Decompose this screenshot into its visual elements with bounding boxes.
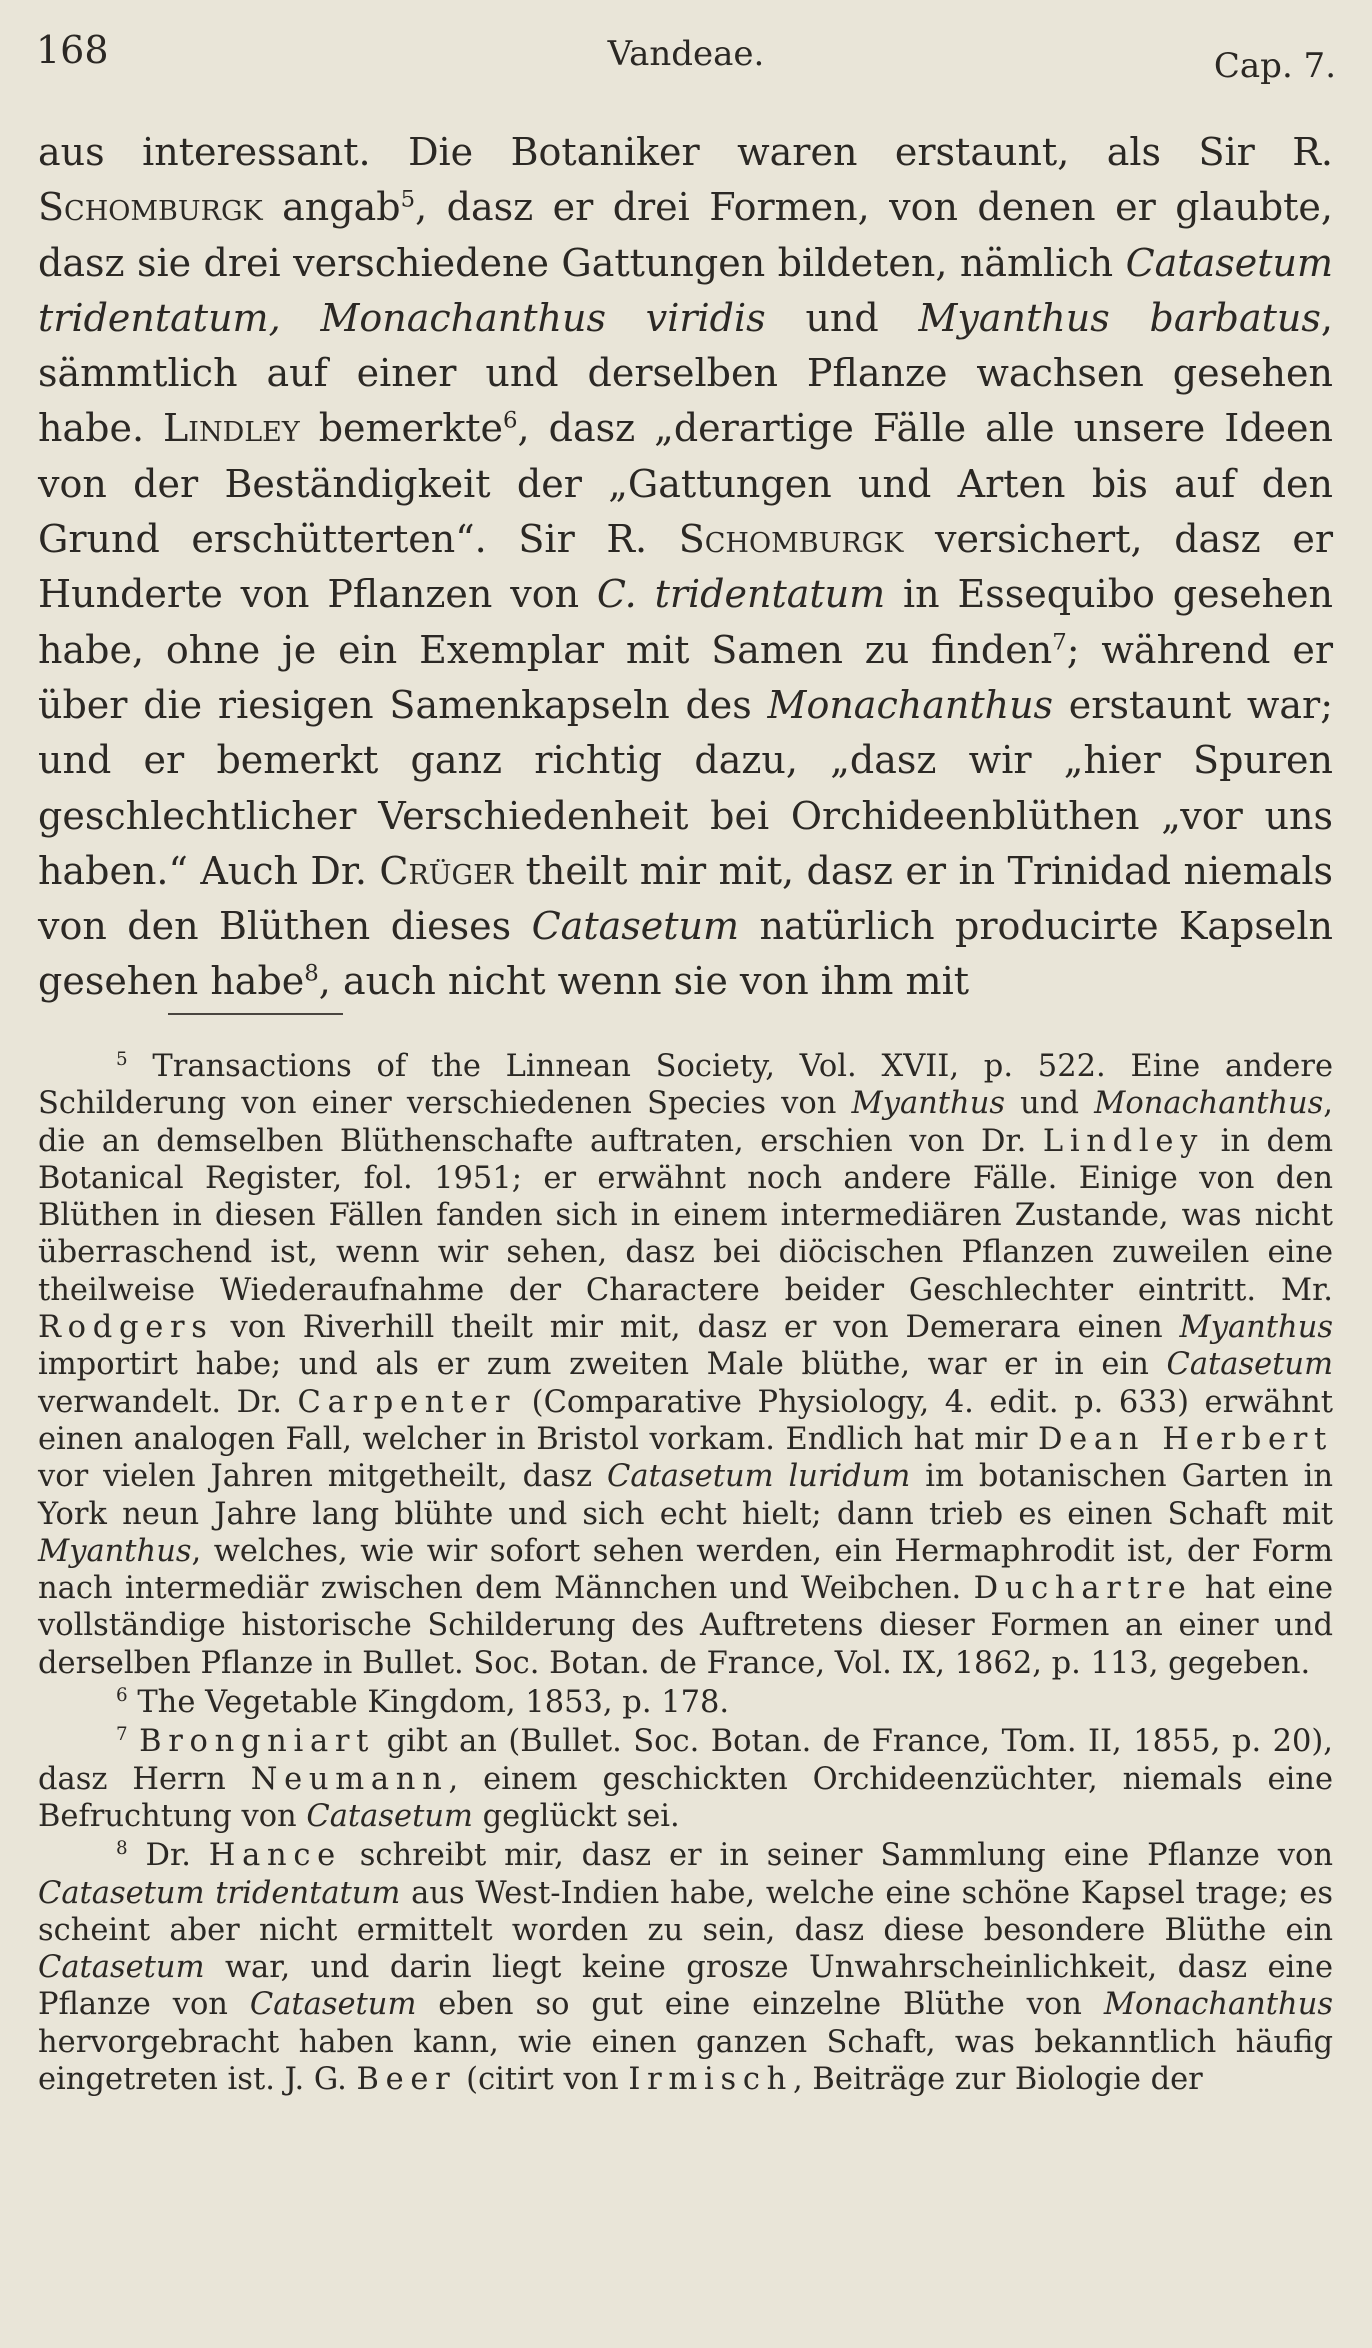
- footnote-number: 7: [116, 1724, 128, 1746]
- footnote-number: 6: [116, 1685, 128, 1707]
- person-name: Brongniart: [139, 1724, 376, 1760]
- body-paragraph: aus interessant. Die Botaniker waren erstaunt, als Sir R. Schomburgk angab$^5$, dasz er drei Formen, von denen er glaubte, dasz sie drei verschiedene Gattungen bildeten, nämlich Catasetum tridentatum, Monachanthus viridis und Myanthus barbatus, sämmtlich auf einer und derselben Pflanze wachsen gesehen habe. Lindley bemerkte$^6$, dasz „derartige Fälle alle unsere Ideen von der Beständigkeit der „Gattungen und Arten bis auf den Grund erschütterten“. Sir R. Schomburgk versichert, dasz er Hunderte von Pflanzen von C. tridentatum in Essequibo gesehen habe, ohne je ein Exemplar mit Samen zu finden$^7$; während er über die riesigen Samenkapseln des Monachanthus erstaunt war; und er bemerkt ganz richtig dazu, „dasz wir „hier Spuren geschlechtlicher Verschiedenheit bei Orchideenblüthen „vor uns haben.“ Auch Dr. Crüger theilt mir mit, dasz er in Trinidad niemals von den Blüthen dieses Catasetum natürlich producirte Kapseln gesehen habe$^8$, auch nicht wenn sie von ihm mit: [38, 130, 1334, 1004]
- species-name: C. tridentatum: [596, 572, 886, 617]
- person-name: Beer: [356, 2062, 457, 2098]
- page-number: 168: [36, 28, 109, 72]
- person-name: Dean Herbert: [1037, 1421, 1333, 1457]
- person-name: Hance: [208, 1838, 342, 1874]
- footnote-5: $^5$ Transactions of the Linnean Society, Vol. XVII, p. 522. Eine andere Schilderung von einer verschiedenen Species von Myanthus und Monachanthus, die an demselben Blüthenschafte auftraten, erschien von Dr. Lindley in dem Botanical Register, fol. 1951; er erwähnt noch andere Fälle. Einige von den Blüthen in diesen Fällen fanden sich in einem intermediären Zustande, was nicht überraschend ist, wenn wir sehen, dasz bei diöcischen Pflanzen zuweilen eine theilweise Wiederaufnahme der Charactere beider Geschlechter eintritt. Mr. Rodgers von Riverhill theilt mir mit, dasz er von Demerara einen Myanthus importirt habe; und als er zum zweiten Male blüthe, war er in ein Catasetum verwandelt. Dr. Carpenter (Comparative Physiology, 4. edit. p. 633) erwähnt einen analogen Fall, welcher in Bristol vorkam. Endlich hat mir Dean Herbert vor vielen Jahren mitgetheilt, dasz Catasetum luridum im botanischen Garten in York neun Jahre lang blühte und sich echt hielt; dann trieb es einen Schaft mit Myanthus, welches, wie wir sofort sehen werden, ein Hermaphrodit ist, der Form nach intermediär zwischen dem Männchen und Weibchen. Duchartre hat eine vollständige historische Schilderung des Auftretens dieser Formen an einer und derselben Pflanze in Bullet. Soc. Botan. de France, Vol. IX, 1862, p. 113, gegeben.: [38, 1049, 1334, 1681]
- person-name: Schomburgk: [38, 185, 263, 230]
- running-header: [36, 28, 1336, 88]
- species-name: Catasetum tridentatum, Monachanthus viridis: [38, 240, 1333, 340]
- species-name: Catasetum: [531, 904, 740, 949]
- footnote-ref-8[interactable]: 8: [304, 960, 319, 987]
- person-name: Crüger: [379, 848, 514, 893]
- person-name: Rodgers: [38, 1310, 214, 1346]
- footnote-6: $^6$ The Vegetable Kingdom, 1853, p. 178.: [116, 1685, 730, 1721]
- main-text: [38, 125, 1333, 1010]
- footnote-ref-7[interactable]: 7: [1052, 629, 1067, 655]
- person-name: Schomburgk: [678, 517, 904, 562]
- running-title: Vandeae.: [607, 34, 765, 74]
- footnote-ref-5[interactable]: 5: [400, 186, 416, 213]
- person-name: Carpenter: [297, 1384, 517, 1420]
- footnote-ref-6[interactable]: 6: [503, 407, 518, 434]
- species-name: Myanthus barbatus: [918, 295, 1321, 340]
- species-name: Monachanthus: [767, 682, 1054, 727]
- footnote-8: $^8$ Dr. Hance schreibt mir, dasz er in seiner Sammlung eine Pflanze von Catasetum tridentatum aus West-Indien habe, welche eine schöne Kapsel trage; es scheint aber nicht ermittelt worden zu sein, dasz diese besondere Blüthe ein Catasetum war, und darin liegt keine grosze Unwahrscheinlichkeit, dasz eine Pflanze von Catasetum eben so gut eine einzelne Blüthe von Monachanthus hervorgebracht haben kann, wie einen ganzen Schaft, was bekanntlich häufig eingetreten ist. J. G. Beer (citirt von Irmisch, Beiträge zur Biologie der: [38, 1838, 1334, 2098]
- person-name: Duchartre: [973, 1571, 1193, 1607]
- footnotes: [38, 1048, 1333, 2098]
- person-name: Neumann: [250, 1761, 449, 1797]
- footnote-7: $^7$ Brongniart gibt an (Bullet. Soc. Botan. de France, Tom. II, 1855, p. 20), dasz Herrn Neumann, einem geschickten Orchideenzüchter, niemals eine Befruchtung von Catasetum geglückt sei.: [38, 1724, 1334, 1834]
- footnote-separator: [168, 1013, 343, 1015]
- footnote-number: 8: [116, 1838, 128, 1860]
- chapter-label: Cap. 7.: [1213, 46, 1336, 86]
- person-name: Lindley: [1042, 1123, 1205, 1159]
- footnote-number: 5: [116, 1049, 128, 1071]
- person-name: Lindley: [163, 406, 300, 451]
- person-name: Irmisch: [628, 2062, 794, 2098]
